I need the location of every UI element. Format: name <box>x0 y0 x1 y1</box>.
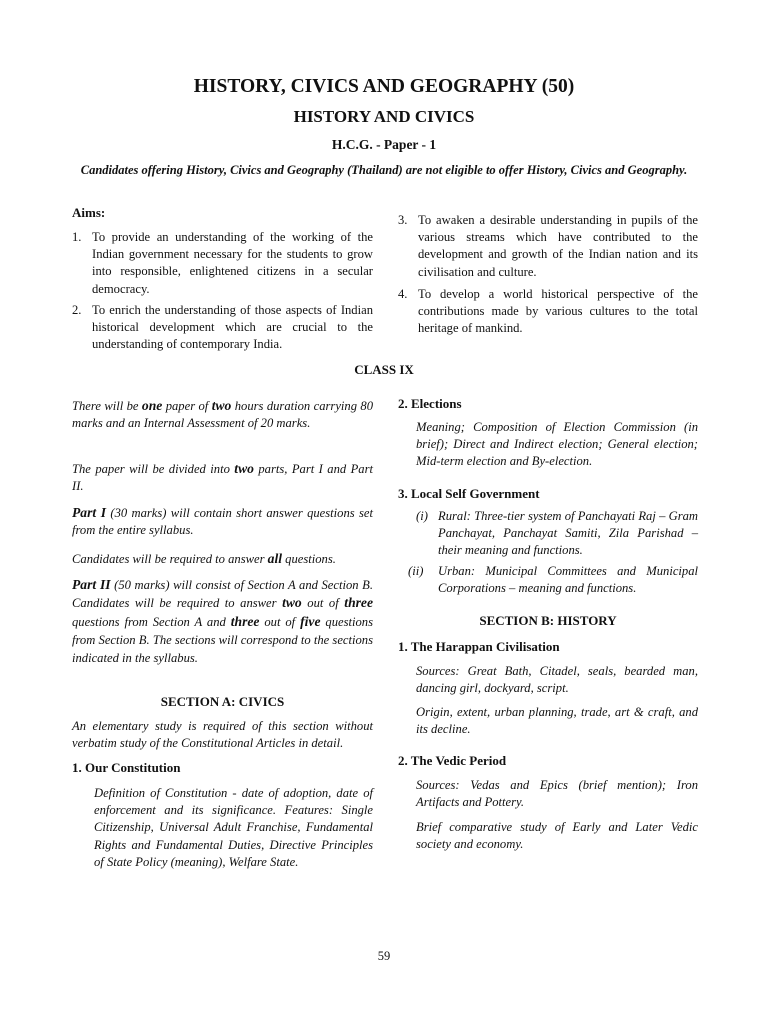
aim-item <box>72 302 373 354</box>
text-run: (30 marks) will contain short answer questions set from the entire syllabus. <box>72 506 373 538</box>
vedic-sources: Sources: Vedas and Epics (brief mention); Iron Artifacts and Pottery. <box>416 778 698 810</box>
vedic-comparative-study: Brief comparative study of Early and Later Vedic society and economy. <box>416 820 698 852</box>
aim-text: To develop a world historical perspective of the contributions made by various cultures to the total heritage of mankind. <box>418 287 698 336</box>
emphasis: five <box>300 613 321 629</box>
emphasis: two <box>211 398 232 413</box>
aim-text: To awaken a desirable understanding in pupils of the various streams which have contributed to the development and growth of the Indian nation and its civilisation and culture. <box>418 213 698 279</box>
aim-number: 2. <box>72 303 82 317</box>
topic-heading-constitution: 1. Our Constitution <box>72 760 181 775</box>
aim-number: 1. <box>72 230 82 244</box>
emphasis: three <box>344 595 373 611</box>
aim-item <box>398 212 698 281</box>
class-heading: CLASS IX <box>354 362 414 377</box>
emphasis: all <box>267 551 283 566</box>
text-run: (50 marks) will consist of Section A and Section B. Candidates will be required to answer <box>72 578 373 611</box>
item-text: Rural: Three-tier system of Panchayati Raj – Gram Panchayat, Panchayat Samiti, Zila Parishad – their meaning and functions. <box>438 509 698 558</box>
intro-paragraph-1 <box>72 397 373 432</box>
section-a-intro: An elementary study is required of this section without verbatim study of the Constitutional Articles in detail. <box>72 719 373 751</box>
emphasis: two <box>282 595 302 611</box>
text-run: hours duration carrying 80 marks and an Internal Assessment of 20 marks. <box>72 399 373 431</box>
harappan-sources: Sources: Great Bath, Citadel, seals, bearded man, dancing girl, dockyard, script. <box>416 664 698 696</box>
topic-heading-local-government: 3. Local Self Government <box>398 486 540 501</box>
item-number: (i) <box>416 509 428 523</box>
topic-heading-vedic: 2. The Vedic Period <box>398 753 507 768</box>
topic-heading-harappan: 1. The Harappan Civilisation <box>398 639 560 654</box>
text-run: out of <box>301 596 345 611</box>
aim-number: 3. <box>398 213 408 227</box>
item-number: (ii) <box>408 564 424 578</box>
emphasis: one <box>141 398 163 413</box>
eligibility-note: Candidates offering History, Civics and Geography (Thailand) are not eligible to offer History, Civics and Geography. <box>80 163 688 177</box>
harappan-origin: Origin, extent, urban planning, trade, art & craft, and its decline. <box>416 705 698 737</box>
intro-paragraph-5 <box>72 576 373 667</box>
aim-item <box>398 286 698 338</box>
topic-heading-elections: 2. Elections <box>398 396 462 411</box>
topic-body-constitution: Definition of Constitution - date of adoption, date of enforcement and its significance. Features: Single Citizenship, Universal Adult Franchise, Fundamental Rights and Fundamental Duties, Directive Principles of State Policy (meaning), Welfare State. <box>94 786 373 869</box>
text-run: out of <box>259 614 301 629</box>
text-run: Candidates will be required to answer <box>72 552 268 566</box>
text-run: parts, Part I and Part II. <box>72 462 373 494</box>
emphasis: three <box>230 613 260 629</box>
topic-body-elections: Meaning; Composition of Election Commission (in brief); Direct and Indirect election; General election; Mid-term election and By-election. <box>416 420 698 469</box>
section-b-heading: SECTION B: HISTORY <box>479 613 617 628</box>
page-subtitle: HISTORY AND CIVICS <box>293 107 475 126</box>
text-run: questions from Section A and <box>72 614 231 629</box>
aim-text: To enrich the understanding of those aspects of Indian historical development which are crucial to the understanding of contemporary India. <box>92 303 373 352</box>
aims-heading: Aims: <box>72 205 106 220</box>
intro-paragraph-4 <box>72 550 373 568</box>
emphasis: Part II <box>72 577 111 592</box>
aim-number: 4. <box>398 287 408 301</box>
emphasis: two <box>234 461 254 476</box>
text-run: The paper will be divided into <box>72 462 235 476</box>
aim-item <box>72 229 373 298</box>
aim-text: To provide an understanding of the working of the Indian government necessary for the students to grow into responsible, enlightened citizens in a secular democracy. <box>92 230 373 296</box>
emphasis: Part I <box>72 505 107 520</box>
text-run: questions. <box>282 552 336 566</box>
paper-code: H.C.G. - Paper - 1 <box>331 137 437 152</box>
text-run: There will be <box>72 399 142 413</box>
text-run: questions from Section B. The sections will correspond to the sections indicated in the syllabus. <box>72 614 373 666</box>
text-run: paper of <box>162 399 212 413</box>
local-government-item <box>408 563 698 597</box>
local-government-item <box>408 508 698 560</box>
intro-paragraph-2 <box>72 460 373 495</box>
intro-paragraph-3 <box>72 504 373 539</box>
page-number: 59 <box>377 949 391 963</box>
section-a-heading: SECTION A: CIVICS <box>160 694 285 709</box>
page-title: HISTORY, CIVICS AND GEOGRAPHY (50) <box>193 76 575 97</box>
item-text: Urban: Municipal Committees and Municipal Corporations – meaning and functions. <box>438 564 698 596</box>
